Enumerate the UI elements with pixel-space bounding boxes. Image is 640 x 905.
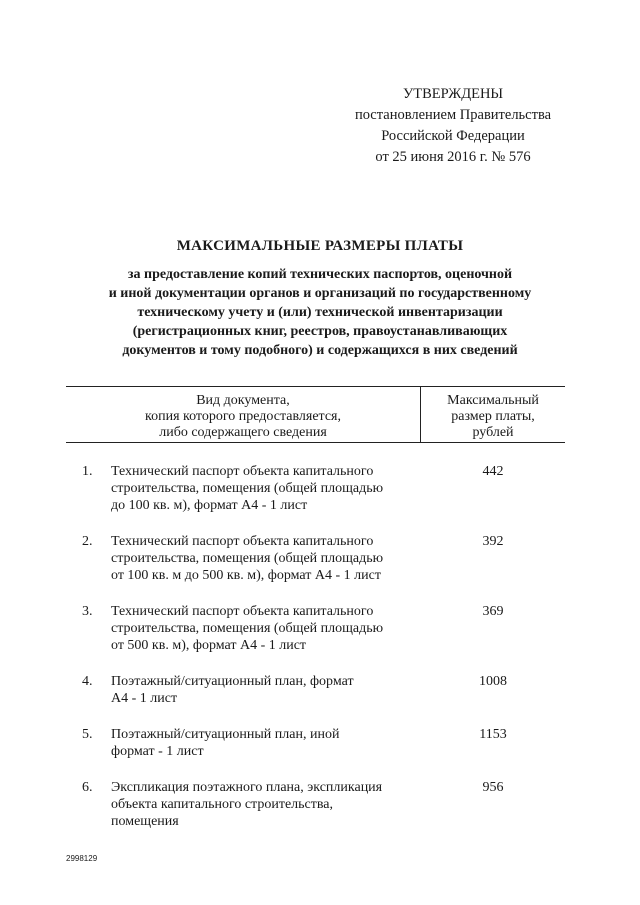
desc-line: от 100 кв. м до 500 кв. м), формат А4 - 1 лист [111, 568, 381, 583]
desc-line: формат - 1 лист [111, 744, 204, 759]
table-row [66, 673, 565, 707]
row-price: 369 [482, 604, 504, 619]
row-price: 1008 [479, 674, 507, 689]
subtitle-line: (регистрационных книг, реестров, правоустанавливающих [132, 324, 508, 339]
fee-table [66, 386, 565, 830]
row-number: 1. [82, 464, 93, 479]
desc-line: строительства, помещения (общей площадью [111, 551, 384, 566]
document-id: 2998129 [66, 854, 98, 863]
desc-line: строительства, помещения (общей площадью [111, 621, 384, 636]
row-price: 392 [482, 534, 504, 549]
document-heading [40, 238, 600, 360]
desc-line: помещения [111, 814, 179, 829]
header-price-line: рублей [472, 425, 514, 440]
desc-line: до 100 кв. м), формат А4 - 1 лист [111, 498, 308, 513]
row-description [111, 603, 421, 654]
row-number: 6. [82, 780, 93, 795]
table-row [66, 726, 565, 760]
row-description [111, 463, 421, 514]
subtitle-line: за предоставление копий технических паспортов, оценочной [127, 267, 513, 282]
subtitle-line: документов и тому подобного) и содержащихся в них сведений [122, 343, 518, 358]
desc-line: Технический паспорт объекта капитального [111, 464, 374, 479]
desc-line: Поэтажный/ситуационный план, формат [111, 674, 354, 689]
desc-line: объекта капитального строительства, [111, 797, 334, 812]
row-description [111, 673, 421, 707]
header-price-line: размер платы, [451, 409, 535, 424]
approval-title: УТВЕРЖДЕНЫ [403, 86, 504, 102]
row-price: 956 [482, 780, 504, 795]
desc-line: А4 - 1 лист [111, 691, 178, 706]
row-number: 5. [82, 727, 93, 742]
row-price: 1153 [479, 727, 507, 742]
desc-line: строительства, помещения (общей площадью [111, 481, 384, 496]
approval-line-2: Российской Федерации [381, 128, 525, 144]
desc-line: Технический паспорт объекта капитального [111, 534, 374, 549]
table-row [66, 463, 565, 514]
row-description [111, 726, 421, 760]
subtitle-line: техническому учету и (или) технической инвентаризации [137, 305, 503, 320]
approval-stamp [340, 84, 566, 168]
desc-line: Поэтажный/ситуационный план, иной [111, 727, 340, 742]
row-description [111, 779, 421, 830]
table-body [66, 463, 565, 830]
subtitle-line: и иной документации органов и организаций по государственному [108, 286, 532, 301]
header-price-line: Максимальный [447, 393, 539, 408]
header-document-type [66, 387, 421, 442]
row-price: 442 [482, 464, 504, 479]
approval-line-3: от 25 июня 2016 г. № 576 [375, 149, 531, 165]
row-number: 3. [82, 604, 93, 619]
row-number: 2. [82, 534, 93, 549]
desc-line: Экспликация поэтажного плана, экспликация [111, 780, 383, 795]
table-row [66, 533, 565, 584]
desc-line: Технический паспорт объекта капитального [111, 604, 374, 619]
header-doc-line: копия которого предоставляется, [145, 409, 341, 424]
approval-line-1: постановлением Правительства [354, 107, 552, 123]
header-doc-line: Вид документа, [196, 393, 290, 408]
row-description [111, 533, 421, 584]
row-number: 4. [82, 674, 93, 689]
document-subtitle [40, 265, 600, 360]
header-max-fee [421, 387, 565, 442]
header-doc-line: либо содержащего сведения [159, 425, 327, 440]
table-row [66, 603, 565, 654]
document-title: МАКСИМАЛЬНЫЕ РАЗМЕРЫ ПЛАТЫ [176, 238, 464, 254]
table-header [66, 387, 565, 443]
desc-line: от 500 кв. м), формат А4 - 1 лист [111, 638, 307, 653]
table-row [66, 779, 565, 830]
